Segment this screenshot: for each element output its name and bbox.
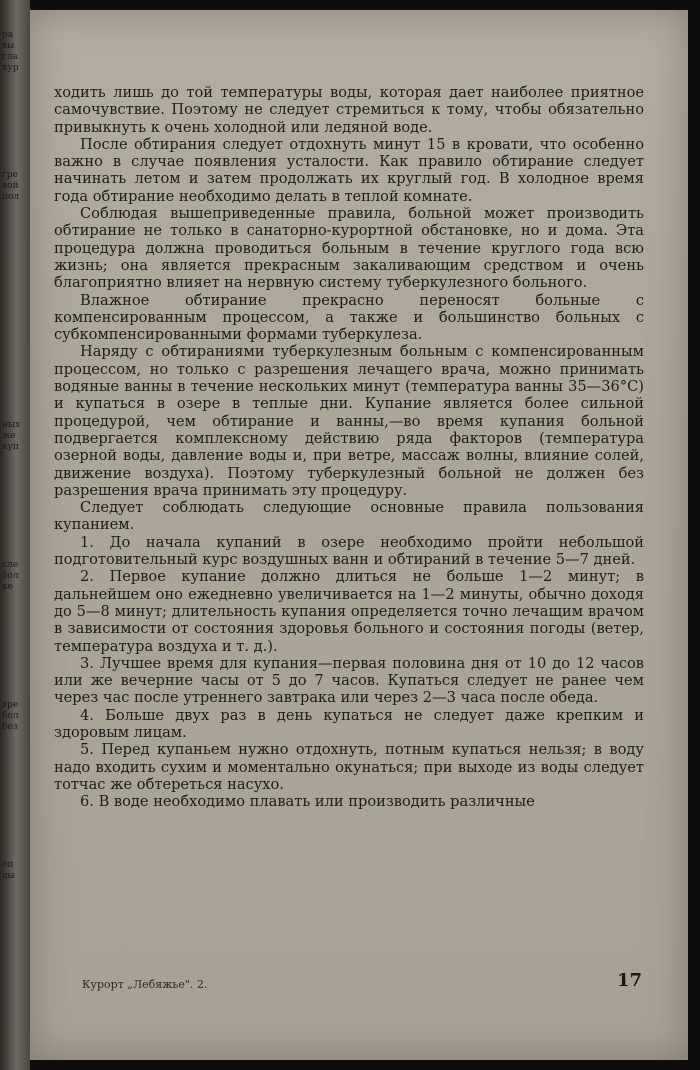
paragraph: После обтирания следует отдохнуть минут 15 в кровати, что особенно важно в случае появления усталости. Как правило обтирание следует начинать летом и затем продолжать их круглый год. В холодное время года обтирание необходимо делать в теплой комнате. — [54, 135, 644, 205]
paragraph: Влажное обтирание прекрасно переносят больные с компенсированным процессом, а также и большинство больных с субкомпенсированными формами туберкулеза. — [54, 291, 644, 344]
paragraph: 2. Первое купание должно длиться не больше 1—2 минут; в дальнейшем оно ежедневно увеличивается на 1—2 минуты, обычно доходя до 5—8 минут; длительность купания определяется точно лечащим врачом в зависимости от состояния здоровья больного и состояния погоды (ветер, температура воздуха и т. д.). — [54, 568, 644, 655]
page-number: 17 — [616, 970, 642, 991]
paragraph: ходить лишь до той температуры воды, которая дает наиболее приятное самочувствие. Поэтому не следует стремиться к тому, чтобы обязательно привыкнуть к очень холодной или ледяной воде. — [54, 84, 644, 136]
paragraph: 5. Перед купаньем нужно отдохнуть, потным купаться нельзя; в воду надо входить сухим и моментально окунаться; при выходе из воды следует тотчас же обтереться насухо. — [54, 741, 644, 793]
paragraph: 4. Больше двух раз в день купаться не следует даже крепким и здоровым лицам. — [54, 706, 644, 741]
spine-text-fragment: вре бол без — [2, 700, 19, 732]
paragraph: 6. В воде необходимо плавать или производить различные — [80, 793, 535, 811]
spine-text-fragment: оп ды — [2, 860, 15, 881]
paragraph: Следует соблюдать следующие основные правила пользования купанием. — [54, 499, 644, 534]
paragraph: 1. До начала купаний в озере необходимо пройти небольшой подготовительный курс воздушных ванн и обтираний в течение 5—7 дней. — [54, 533, 644, 569]
spine-text-fragment: гре вой пол — [2, 170, 20, 202]
paragraph: Соблюдая вышеприведенные правила, больной может производить обтирание не только в санаторно-курортной обстановке, но и дома. Эта процедура должна проводиться больным в течение круглого года всю жизнь; она является прекрасным закаливающим средством и очень благоприятно влияет на нервную систему туберкулезного больного. — [54, 205, 644, 292]
page-body-text — [54, 84, 644, 810]
paragraph: Наряду с обтираниями туберкулезным больным с компенсированным процессом, но только с разрешения лечащего врача, можно принимать водяные ванны в течение нескольких минут (температура ванны 35—36°С) и купаться в озере в теплые дни. Купание является более сильной процедурой, чем обтирание и ванны,—во время купания больной подвергается комплексному действию ряда факторов (температура озерной воды, давление воды и, при ветре, массаж волны, влияние солей, движение воздуха). Поэтому туберкулезный больной не должен без разрешения врача принимать эту процедуру. — [54, 343, 644, 499]
spine-text-fragment: ных же куп — [2, 420, 21, 452]
book-page — [30, 10, 688, 1060]
spine-text-fragment: ра вы гла кур — [2, 30, 19, 73]
paragraph: 3. Лучшее время для купания—первая половина дня от 10 до 12 часов или же вечерние часы от 5 до 7 часов. Купаться следует не ранее чем через час после утреннего завтрака или через 2—3 часа после обеда. — [54, 654, 644, 707]
page-footer — [82, 970, 642, 1000]
spine-text-fragment: сле бол ке — [2, 560, 19, 592]
printer-signature: Курорт „Лебяжье". 2. — [82, 978, 208, 991]
book-spine-left-page — [0, 0, 30, 1070]
